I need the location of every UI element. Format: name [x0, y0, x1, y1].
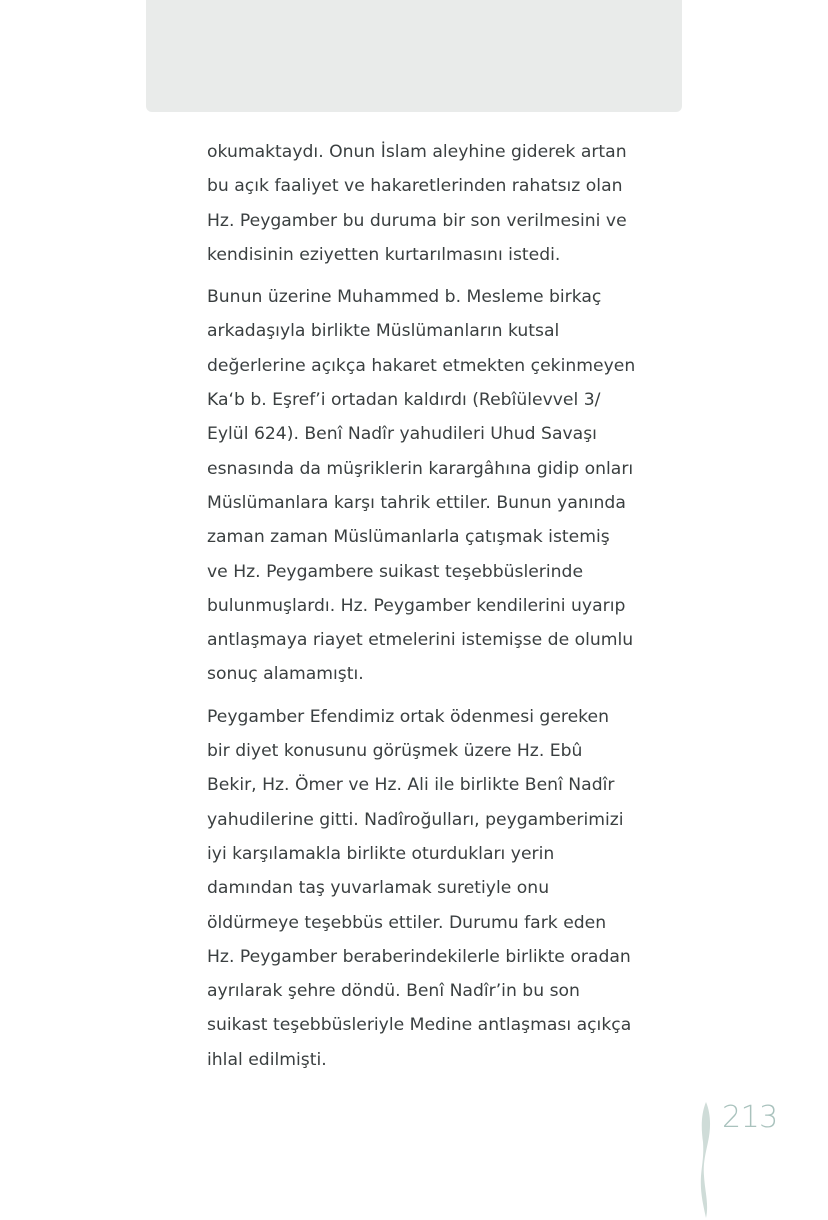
- paragraph-3: [207, 700, 637, 1077]
- text-line: bu açık faaliyet ve hakaretlerinden rahatsız olan: [207, 176, 623, 197]
- text-line: Ka‘b b. Eşref’i ortadan kaldırdı (Rebîülevvel 3/: [207, 390, 601, 411]
- text-line: Hz. Peygamber bu duruma bir son verilmesini ve: [207, 210, 627, 231]
- text-line: ve Hz. Peygambere suikast teşebbüslerinde: [207, 561, 584, 582]
- text-line: kendisinin eziyetten kurtarılmasını istedi.: [207, 244, 561, 265]
- text-line: değerlerine açıkça hakaret etmekten çekinmeyen: [207, 355, 636, 376]
- decorative-spine-ornament: [692, 1100, 720, 1220]
- text-line: damından taş yuvarlamak suretiyle onu: [207, 878, 550, 899]
- body-text: [207, 135, 637, 1077]
- text-line: Peygamber Efendimiz ortak ödenmesi gereken: [207, 706, 609, 727]
- text-line: yahudilerine gitti. Nadîroğulları, peygamberimizi: [207, 809, 624, 830]
- text-line: ayrılarak şehre döndü. Benî Nadîr’in bu son: [207, 981, 580, 1002]
- text-line: okumaktaydı. Onun İslam aleyhine giderek artan: [207, 142, 627, 162]
- text-line: Müslümanlara karşı tahrik ettiler. Bunun yanında: [207, 492, 626, 513]
- paragraph-2: [207, 280, 637, 692]
- text-line: bir diyet konusunu görüşmek üzere Hz. Ebû: [207, 741, 583, 762]
- text-line: öldürmeye teşebbüs ettiler. Durumu fark eden: [207, 912, 607, 933]
- text-line: zaman zaman Müslümanlarla çatışmak istemiş: [207, 527, 610, 548]
- text-line: Hz. Peygamber beraberindekilerle birlikte oradan: [207, 946, 631, 967]
- text-line: ihlal edilmişti.: [207, 1049, 327, 1070]
- text-line: Eylül 624). Benî Nadîr yahudileri Uhud Savaşı: [207, 424, 597, 445]
- text-line: suikast teşebbüsleriyle Medine antlaşması açıkça: [207, 1015, 632, 1036]
- text-line: Bunun üzerine Muhammed b. Mesleme birkaç: [207, 287, 602, 308]
- text-line: bulunmuşlardı. Hz. Peygamber kendilerini uyarıp: [207, 595, 626, 616]
- text-line: antlaşmaya riayet etmelerini istemişse de olumlu: [207, 630, 634, 651]
- text-line: esnasında da müşriklerin karargâhına gidip onları: [207, 458, 634, 479]
- text-line: arkadaşıyla birlikte Müslümanların kutsal: [207, 321, 560, 342]
- text-line: Bekir, Hz. Ömer ve Hz. Ali ile birlikte Benî Nadîr: [207, 775, 615, 796]
- paragraph-1: [207, 135, 637, 272]
- page-number: 213: [722, 1100, 778, 1135]
- text-line: iyi karşılamakla birlikte oturdukları yerin: [207, 843, 555, 864]
- text-line: sonuç alamamıştı.: [207, 664, 364, 685]
- header-image-placeholder: [146, 0, 682, 112]
